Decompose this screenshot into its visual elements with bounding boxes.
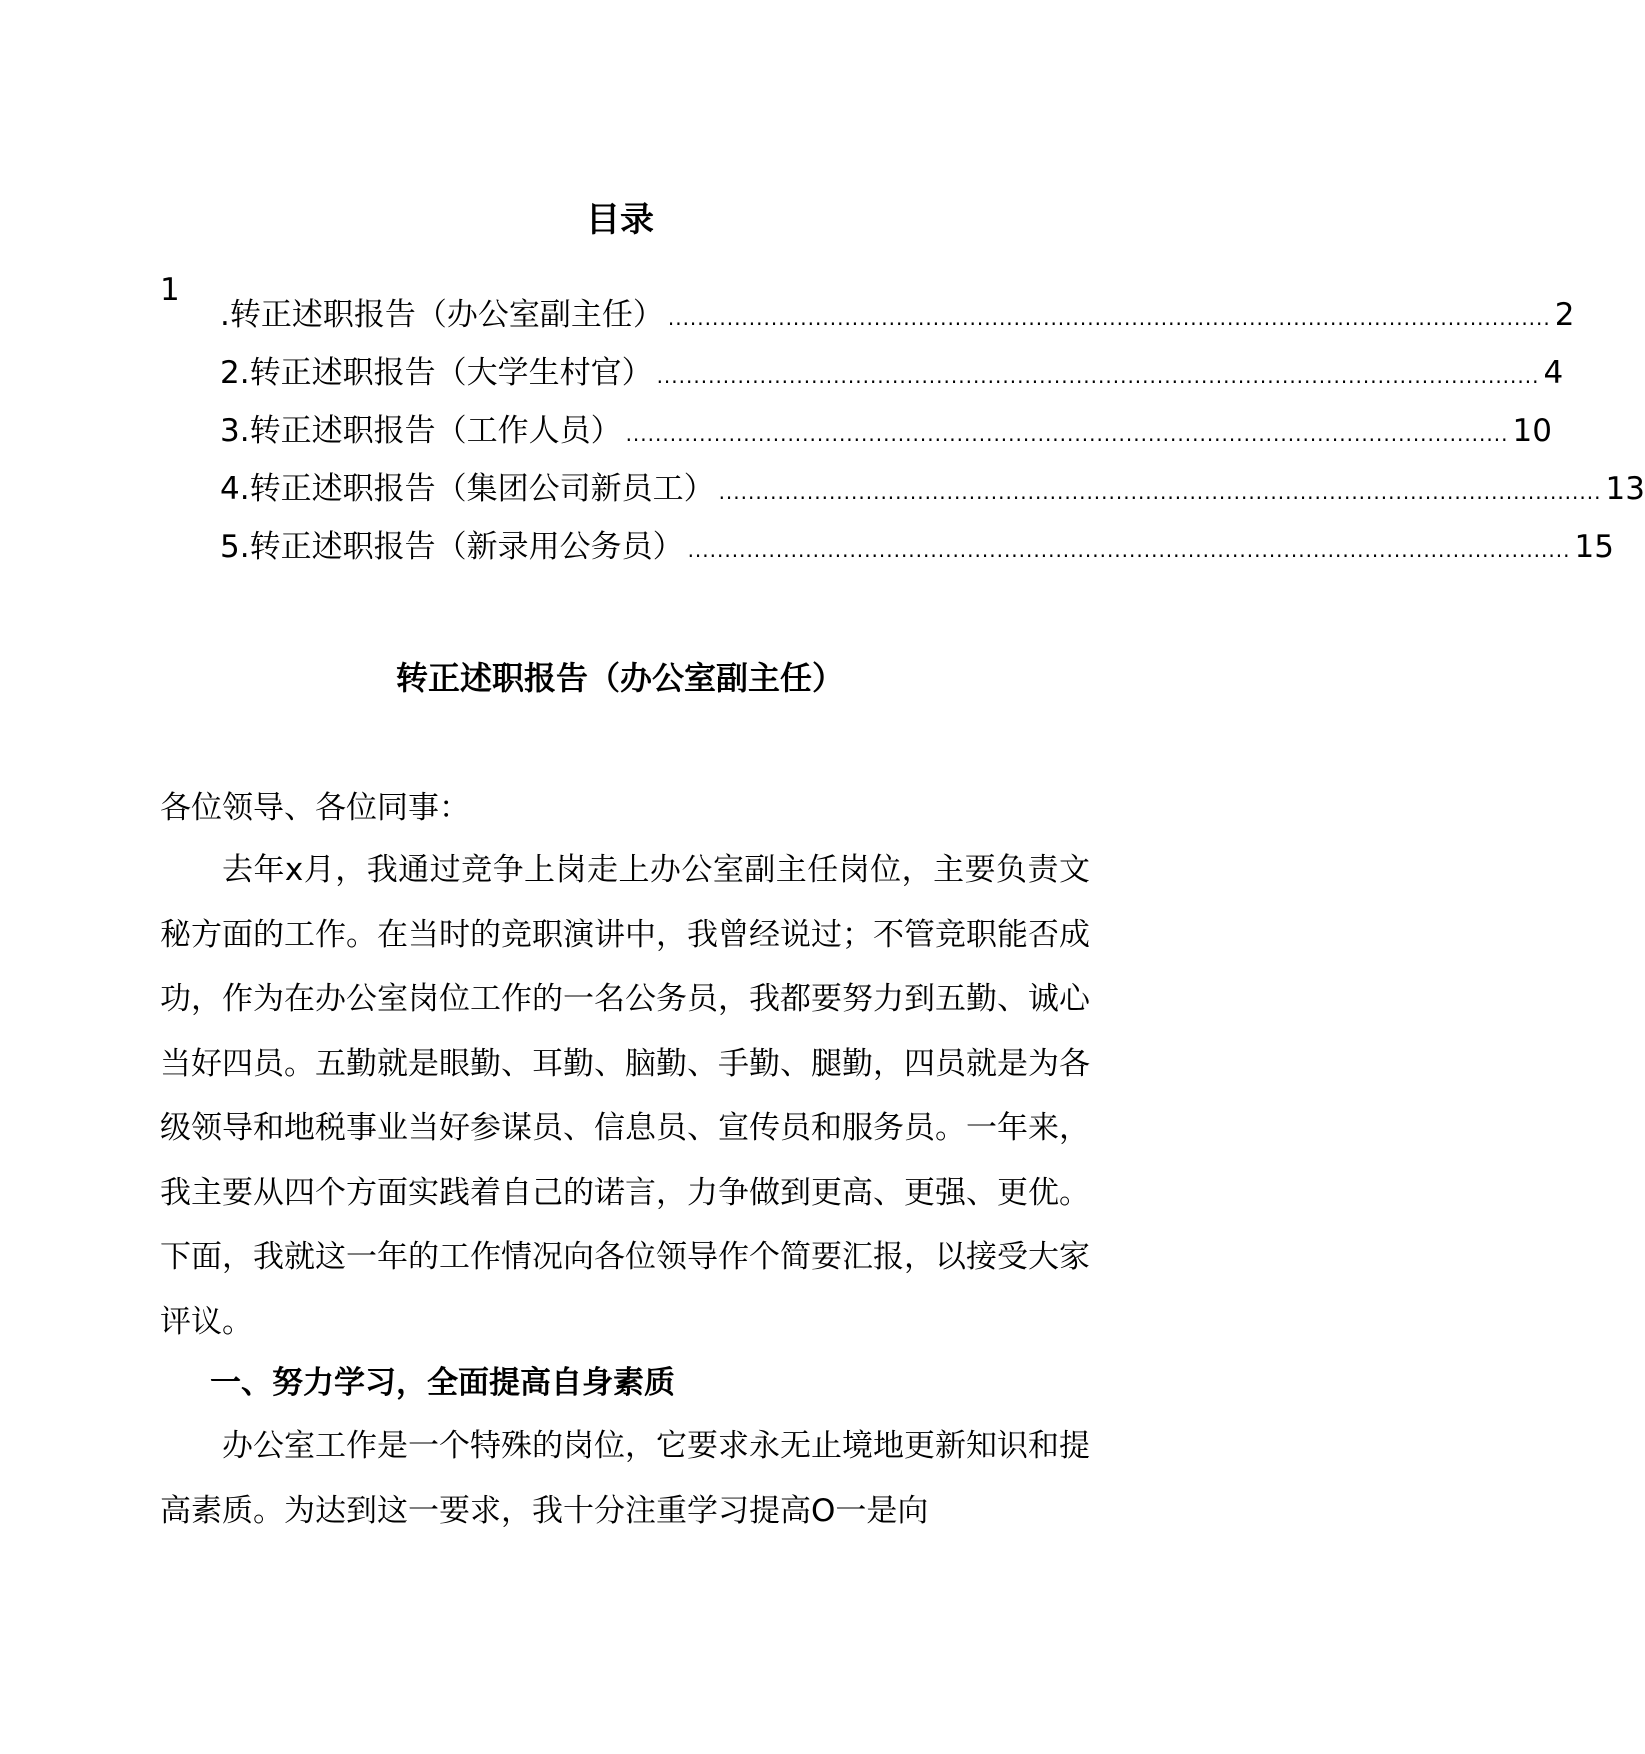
toc-entry-5[interactable]: [220, 524, 1614, 570]
toc-leader-dots: ........................................................................................................................: [625, 422, 1509, 446]
toc-leader-dots: ........................................................................................................................: [687, 538, 1571, 562]
toc-entry-label: 3.转正述职报告（工作人员）: [220, 413, 622, 449]
toc-entry-label: 2.转正述职报告（大学生村官）: [220, 355, 653, 391]
toc-entry-label: .转正述职报告（办公室副主任）: [220, 297, 664, 333]
toc-entry-3[interactable]: [220, 408, 1552, 454]
toc-entry-page: 10: [1512, 413, 1552, 449]
toc-entry-2[interactable]: [220, 350, 1564, 396]
toc-entry-page: 13: [1605, 471, 1645, 507]
toc-entry-label: 4.转正述职报告（集团公司新员工）: [220, 471, 715, 507]
toc-entry-4[interactable]: [220, 466, 1645, 512]
toc-leader-dots: ........................................................................................................................: [718, 480, 1602, 504]
toc-entry-label: 5.转正述职报告（新录用公务员）: [220, 529, 684, 565]
salutation: 各位领导、各位同事：: [160, 790, 470, 826]
toc-entry-page: 15: [1574, 529, 1614, 565]
toc-entry-page: 4: [1543, 355, 1564, 391]
toc-leader-dots: ........................................................................................................................: [656, 364, 1540, 388]
toc-entry-1[interactable]: [220, 292, 1575, 338]
toc-title: 目录: [586, 200, 654, 240]
body-paragraph-2: 办公室工作是一个特殊的岗位，它要求永无止境地更新知识和提高素质。为达到这一要求，我十分注重学习提高O一是向: [160, 1428, 1090, 1529]
body-paragraph-1: 去年x月，我通过竞争上岗走上办公室副主任岗位，主要负责文秘方面的工作。在当时的竞职演讲中，我曾经说过；不管竞职能否成功，作为在办公室岗位工作的一名公务员，我都要努力到五勤、诚心当好四员。五勤就是眼勤、耳勤、脑勤、手勤、腿勤，四员就是为各级领导和地税事业当好参谋员、信息员、宣传员和服务员。一年来，我主要从四个方面实践着自己的诺言，力争做到更高、更强、更优。下面，我就这一年的工作情况向各位领导作个简要汇报，以接受大家评议。: [160, 852, 1090, 1340]
toc-entry-page: 2: [1554, 297, 1575, 333]
section-heading-1: 一、努力学习，全面提高自身素质: [210, 1365, 675, 1401]
toc-leader-dots: ........................................................................................................................: [667, 306, 1551, 330]
toc-number: 1: [160, 272, 180, 308]
section-title: 转正述职报告（办公室副主任）: [395, 659, 844, 697]
